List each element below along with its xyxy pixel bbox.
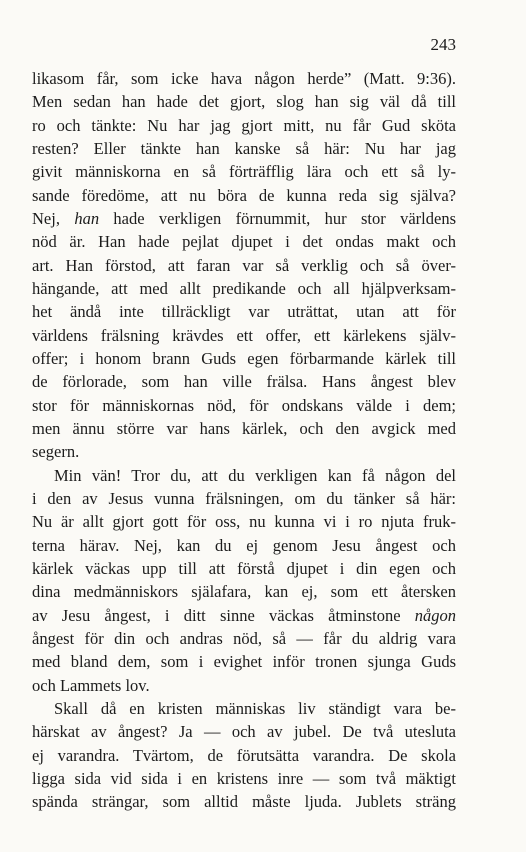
text-line: spända strängar, som alltid måste ljuda. Jublets sträng — [32, 792, 456, 812]
text-line: ej varandra. Tvärtom, de förutsätta varandra. De skola — [32, 745, 456, 765]
text-line: stor för människornas nöd, för ondskans välde i dem; — [32, 395, 456, 415]
text-line: men ännu större var hans kärlek, och den avgick med — [32, 418, 456, 438]
emphasized-word: någon — [414, 605, 456, 625]
text-line: offer; i honom brann Guds egen förbarmande kärlek till — [32, 348, 456, 368]
text-line: likasom får, som icke hava någon herde” (Matt. 9:36). — [32, 69, 456, 88]
text-line: i den av Jesus vunna frälsningen, om du tänker så här: — [32, 488, 456, 508]
text-line — [32, 207, 456, 230]
text-segment: av Jesu ångest, i ditt sinne väckas åtminstone — [32, 605, 415, 625]
text-line: segern. — [32, 442, 80, 462]
text-line: ångest för din och andras nöd, så — får du aldrig vara — [32, 628, 456, 648]
text-line: nöd är. Han hade pejlat djupet i det ondas makt och — [32, 232, 456, 252]
text-line: terna härav. Nej, kan du ej genom Jesu ångest och — [32, 535, 456, 555]
text-line: världens frälsning krävdes ett offer, ett kärlekens själv- — [32, 325, 456, 345]
text-line: härskat av ångest? Ja — och av jubel. De två utesluta — [32, 722, 456, 742]
text-line: sande föredöme, att nu böra de kunna reda sig själva? — [32, 185, 456, 205]
text-segment: Nej, — [32, 208, 75, 228]
text-line — [32, 604, 456, 627]
text-line: de förlorade, som han ville frälsa. Hans ångest blev — [32, 372, 456, 392]
text-line: het ändå inte tillräckligt var uträttat, utan att för — [32, 302, 456, 322]
text-line: art. Han förstod, att faran var så verklig och så över- — [32, 255, 456, 275]
text-line: och Lammets lov. — [32, 675, 150, 695]
text-line: givit människorna en så förträfflig lära och ett så ly- — [32, 162, 456, 182]
text-line: dina medmänniskors själafara, kan ej, som ett återsken — [32, 582, 456, 602]
text-line: kärlek väckas upp till att förstå djupet i din egen och — [32, 558, 456, 578]
text-line: Min vän! Tror du, att du verkligen kan få någon del — [54, 465, 456, 485]
text-line: ro och tänkte: Nu har jag gjort mitt, nu får Gud sköta — [32, 115, 456, 135]
body-text — [32, 67, 456, 814]
text-line: ligga sida vid sida i en kristens inre — som två mäktigt — [32, 768, 456, 788]
page-number: 243 — [430, 35, 456, 54]
text-line: hängande, att med allt predikande och all hjälpverksam- — [32, 278, 456, 298]
text-line: Skall då en kristen människas liv ständigt vara be- — [54, 698, 456, 718]
text-line: resten? Eller tänkte han kanske så här: Nu har jag — [32, 138, 456, 158]
text-line: Nu är allt gjort gott för oss, nu kunna vi i ro njuta fruk- — [32, 512, 456, 532]
text-line: Men sedan han hade det gjort, slog han sig väl då till — [32, 92, 456, 112]
emphasized-word: han — [74, 208, 100, 228]
text-segment: hade verkligen förnummit, hur stor världens — [99, 208, 456, 228]
text-line: med bland dem, som i evighet inför tronen sjunga Guds — [32, 652, 456, 672]
